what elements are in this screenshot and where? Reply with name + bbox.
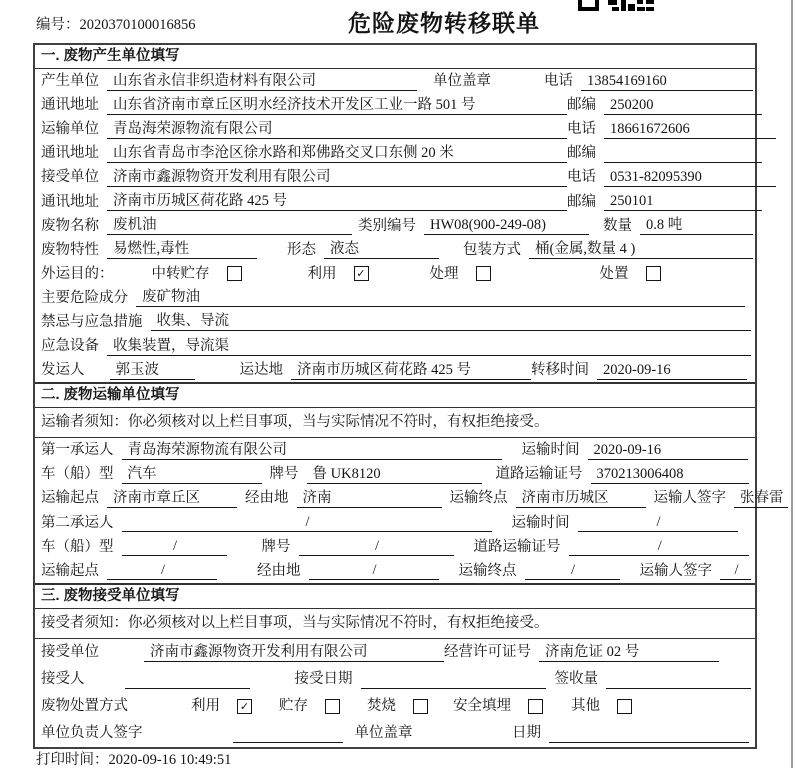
field-plate-number-1-value: 鲁 UK8120: [307, 465, 482, 484]
field-receiver-phone-label: 电话: [567, 169, 596, 186]
section-header-transporter: 二. 废物运输单位填写: [35, 384, 755, 408]
checkbox-unchecked-icon: [528, 699, 543, 714]
form-row: [35, 462, 755, 486]
field-receiver-postcode: [567, 192, 762, 211]
field-license-number: [444, 643, 719, 662]
field-transfer-purpose: [41, 265, 122, 283]
field-consignor-label: 发运人: [41, 362, 85, 379]
field-record-date-label: 日期: [512, 725, 541, 742]
section-note-transporter: 运输者须知：你必须核对以上栏目事项，当与实际情况不符时，有权拒绝接受。: [35, 408, 755, 438]
field-accept-unit: [41, 643, 444, 662]
manifest-form-table: [33, 43, 784, 749]
field-via-1-value: 济南: [297, 489, 442, 508]
field-unit-seal-2: [355, 724, 421, 742]
field-receiver-postcode-value: 250101: [604, 192, 762, 211]
field-waste-name-label: 废物名称: [41, 217, 99, 234]
checkbox-checked-icon: ✓: [354, 266, 369, 281]
field-plate-number-1: [270, 465, 482, 484]
checkbox-unchecked-icon: [325, 699, 340, 714]
form-row: [35, 189, 755, 213]
field-purpose-transit-storage: [152, 265, 308, 283]
field-receiver-phone: [567, 168, 776, 187]
field-waste-category-code-label: 类别编号: [358, 217, 416, 234]
form-row: [35, 93, 755, 117]
field-waste-name: [41, 216, 352, 235]
field-via-2-label: 经由地: [257, 562, 301, 579]
field-terminus-2-label: 运输终点: [458, 562, 517, 579]
field-consignor: [41, 361, 195, 380]
field-terminus-1-value: 济南市历城区: [516, 489, 646, 508]
field-carrier-unit-label: 运输单位: [41, 121, 99, 138]
field-carrier-address-value: 山东省青岛市李沧区徐水路和郑佛路交叉口东侧 20 米: [107, 144, 567, 163]
field-carrier-unit-value: 青岛海荣源物流有限公司: [107, 120, 567, 139]
field-producer-phone-label: 电话: [544, 73, 573, 90]
field-waste-quantity-value: 0.8 吨: [640, 216, 753, 235]
field-waste-quantity: [603, 216, 753, 235]
field-unit-seal-2-label: 单位盖章: [354, 725, 413, 742]
field-transfer-date-label: 转移时间: [531, 362, 589, 379]
checkbox-unchecked-icon: [227, 266, 242, 281]
qr-code-fragment: [578, 0, 654, 11]
section-header-acceptor: 三. 废物接受单位填写: [35, 585, 755, 609]
field-accept-unit-label: 接受单位: [41, 644, 99, 661]
form-row: [35, 310, 755, 334]
field-receipt-amount-label: 签收量: [554, 671, 598, 688]
field-producer-address-value: 山东省济南市章丘区明水经济技术开发区工业一路 501 号: [107, 96, 567, 115]
field-consignor-value: 郭玉波: [110, 361, 195, 380]
field-carrier-phone: [567, 120, 776, 139]
serial-label: 编号：: [36, 17, 80, 33]
field-disposal-landfill: [453, 697, 571, 715]
field-vehicle-type-2-value: /: [122, 537, 227, 556]
field-transfer-date-value: 2020-09-16: [597, 361, 747, 380]
form-row: [35, 693, 755, 720]
field-producer-address: [41, 96, 567, 115]
field-via-1: [245, 489, 442, 508]
field-destination: [240, 361, 532, 380]
field-terminus-2-value: /: [525, 561, 620, 580]
field-receiver-unit: [41, 168, 567, 187]
checkbox-unchecked-icon: [476, 266, 491, 281]
field-waste-category-code: [358, 216, 589, 235]
form-row: [35, 720, 755, 747]
field-vehicle-type-1-label: 车（船）型: [41, 466, 114, 483]
field-transport-time-2-value: /: [578, 513, 738, 532]
form-row: [35, 511, 755, 535]
page-title: 危险废物转移联单: [348, 10, 540, 36]
field-carrier-postcode-value: [604, 144, 762, 163]
field-origin-2: [41, 561, 217, 580]
field-terminus-1: [450, 489, 646, 508]
field-producer-phone-value: 13854169160: [581, 72, 753, 91]
field-carrier-signature-1-value: 张春雷: [734, 489, 788, 508]
form-row: [35, 286, 755, 310]
field-carrier-address: [41, 144, 567, 163]
form-row: [35, 69, 755, 93]
field-producer-postcode-value: 250200: [604, 96, 762, 115]
field-plate-number-2: [262, 537, 454, 556]
field-producer-unit-value: 山东省永信非织造材料有限公司: [107, 72, 417, 91]
field-receiver-unit-label: 接受单位: [41, 169, 99, 186]
field-road-permit-2: [474, 537, 750, 556]
field-main-hazard-component: [41, 288, 745, 307]
form-row: [35, 141, 755, 165]
field-receiver-postcode-label: 邮编: [567, 193, 596, 210]
field-main-hazard-component-label: 主要危险成分: [41, 289, 128, 306]
field-origin-1-value: 济南市章丘区: [107, 489, 237, 508]
print-time: [36, 748, 231, 768]
field-second-carrier-value: /: [122, 513, 492, 532]
field-plate-number-2-value: /: [299, 537, 454, 556]
field-producer-postcode-label: 邮编: [567, 97, 596, 114]
field-precaution-measures: [41, 312, 751, 331]
field-precaution-measures-value: 收集、导流: [151, 312, 752, 331]
field-vehicle-type-1-value: 汽车: [122, 465, 262, 484]
field-transport-time-1: [522, 441, 748, 460]
field-second-carrier: [41, 513, 492, 532]
form-row: [35, 165, 755, 189]
field-plate-number-2-label: 牌号: [261, 538, 291, 555]
field-waste-property: [41, 240, 257, 259]
field-accept-unit-value: 济南市鑫源物资开发利用有限公司: [144, 643, 444, 662]
field-vehicle-type-1: [41, 465, 262, 484]
field-disposal-utilize: [191, 697, 279, 715]
field-vehicle-type-2: [41, 537, 227, 556]
form-row: [35, 358, 755, 382]
form-row: [35, 438, 755, 462]
field-carrier-signature-2-value: /: [720, 561, 751, 580]
field-via-2: [257, 561, 439, 580]
field-receiver-unit-value: 济南市鑫源物资开发利用有限公司: [107, 168, 567, 187]
field-carrier-phone-value: 18661672606: [604, 120, 776, 139]
field-via-2-value: /: [309, 561, 439, 580]
field-receiver-address: [41, 192, 567, 211]
field-terminus-1-label: 运输终点: [449, 490, 508, 507]
field-carrier-signature-1-label: 运输人签字: [653, 490, 726, 507]
field-first-carrier-value: 青岛海荣源物流有限公司: [122, 441, 502, 460]
field-precaution-measures-label: 禁忌与应急措施: [41, 313, 143, 330]
field-disposal-method-label: 废物处置方式: [41, 698, 128, 715]
field-road-permit-2-label: 道路运输证号: [473, 538, 561, 555]
field-origin-1-label: 运输起点: [41, 490, 99, 507]
field-disposal-method: [41, 697, 136, 715]
field-responsible-signature-label: 单位负责人签字: [41, 725, 143, 742]
field-producer-address-label: 通讯地址: [41, 97, 99, 114]
field-terminus-2: [459, 561, 620, 580]
field-packing-method-value: 桶(金属,数量 4 ): [529, 240, 753, 259]
field-origin-1: [41, 489, 237, 508]
field-road-permit-1: [496, 465, 750, 484]
field-license-number-label: 经营许可证号: [444, 644, 531, 661]
form-row: [35, 214, 755, 238]
field-via-1-label: 经由地: [245, 490, 289, 507]
field-main-hazard-component-value: 废矿物油: [136, 288, 745, 307]
field-purpose-treat: [430, 265, 600, 283]
field-responsible-signature: [41, 724, 343, 743]
field-carrier-postcode: [567, 144, 762, 163]
form-row: [35, 238, 755, 262]
field-accept-date-value: [361, 670, 546, 689]
field-transport-time-2-label: 运输时间: [511, 514, 570, 531]
field-acceptor-person-label: 接受人: [41, 671, 85, 688]
field-carrier-address-label: 通讯地址: [41, 145, 99, 162]
field-purpose-dispose: [600, 265, 661, 283]
field-road-permit-1-label: 道路运输证号: [495, 466, 583, 483]
field-destination-value: 济南市历城区荷花路 425 号: [291, 361, 531, 380]
field-receiver-address-value: 济南市历城区荷花路 425 号: [107, 192, 567, 211]
field-plate-number-1-label: 牌号: [269, 466, 299, 483]
field-waste-property-value: 易燃性,毒性: [107, 240, 257, 259]
section-note-acceptor: 接受者须知：你必须核对以上栏目事项，当与实际情况不符时，有权拒绝接受。: [35, 609, 755, 639]
field-carrier-signature-1: [654, 489, 788, 508]
field-disposal-other-label: 其他: [571, 698, 600, 715]
field-purpose-utilize-label: 利用: [307, 265, 337, 282]
field-unit-seal-label: 单位盖章: [433, 73, 491, 90]
field-waste-name-value: 废机油: [107, 216, 352, 235]
field-waste-category-code-value: HW08(900-249-08): [424, 216, 589, 235]
checkbox-unchecked-icon: [413, 699, 428, 714]
form-row: [35, 535, 755, 559]
form-row: [35, 639, 755, 666]
serial-number: [36, 13, 196, 34]
field-disposal-utilize-label: 利用: [191, 698, 220, 715]
field-receipt-amount: [555, 670, 752, 689]
field-purpose-dispose-label: 处置: [599, 265, 629, 282]
field-purpose-treat-label: 处理: [429, 265, 459, 282]
serial-value: 2020370100016856: [79, 17, 196, 33]
field-packing-method-label: 包装方式: [463, 241, 521, 258]
field-waste-form-label: 形态: [287, 241, 316, 258]
field-destination-label: 运达地: [239, 362, 283, 379]
field-receiver-address-label: 通讯地址: [41, 193, 99, 210]
field-unit-seal: [433, 72, 499, 90]
field-accept-date-label: 接受日期: [294, 671, 353, 688]
field-origin-2-value: /: [107, 561, 217, 580]
field-purpose-utilize: [308, 265, 430, 283]
field-waste-form: [287, 240, 439, 259]
field-record-date: [512, 724, 749, 743]
section-producer: [35, 45, 755, 382]
field-carrier-signature-2: [640, 561, 752, 580]
field-transport-time-2: [512, 513, 738, 532]
field-accept-date: [295, 670, 546, 689]
field-carrier-signature-2-label: 运输人签字: [639, 562, 712, 579]
field-license-number-value: 济南危证 02 号: [539, 643, 719, 662]
field-emergency-equipment-label: 应急设备: [41, 338, 99, 355]
field-acceptor-person-value: [125, 670, 250, 689]
field-second-carrier-label: 第二承运人: [41, 514, 114, 531]
print-time-label: 打印时间：: [36, 752, 109, 768]
form-row: [35, 559, 755, 583]
section-header-producer: 一. 废物产生单位填写: [35, 45, 755, 69]
form-row: [35, 666, 755, 693]
field-receiver-phone-value: 0531-82095390: [604, 168, 776, 187]
field-emergency-equipment: [41, 337, 751, 356]
field-producer-unit: [41, 72, 417, 91]
field-acceptor-person: [41, 670, 250, 689]
field-road-permit-2-value: /: [569, 537, 750, 556]
section-acceptor: [35, 583, 755, 747]
field-carrier-postcode-label: 邮编: [567, 145, 596, 162]
field-waste-property-label: 废物特性: [41, 241, 99, 258]
checkbox-unchecked-icon: [646, 266, 661, 281]
field-disposal-incinerate: [367, 697, 453, 715]
field-origin-2-label: 运输起点: [41, 562, 99, 579]
field-carrier-unit: [41, 120, 567, 139]
field-carrier-phone-label: 电话: [567, 121, 596, 138]
section-transporter: [35, 382, 784, 583]
field-disposal-storage-label: 贮存: [279, 698, 308, 715]
checkbox-unchecked-icon: [617, 699, 632, 714]
print-time-value: 2020-09-16 10:49:51: [108, 752, 232, 768]
form-row: [35, 117, 755, 141]
field-waste-quantity-label: 数量: [603, 217, 632, 234]
field-first-carrier-label: 第一承运人: [41, 442, 114, 459]
field-receipt-amount-value: [606, 670, 751, 689]
field-record-date-value: [549, 724, 749, 743]
field-producer-unit-label: 产生单位: [41, 73, 99, 90]
form-row: [35, 334, 755, 358]
field-waste-form-value: 液态: [324, 240, 439, 259]
checkbox-checked-icon: ✓: [237, 699, 252, 714]
field-producer-phone: [544, 72, 753, 91]
field-vehicle-type-2-label: 车（船）型: [41, 538, 114, 555]
field-transport-time-1-value: 2020-09-16: [588, 441, 748, 460]
field-disposal-landfill-label: 安全填埋: [453, 698, 511, 715]
field-packing-method: [463, 240, 753, 259]
field-road-permit-1-value: 370213006408: [591, 465, 750, 484]
field-transport-time-1-label: 运输时间: [521, 442, 580, 459]
field-disposal-storage: [279, 697, 367, 715]
field-producer-postcode: [567, 96, 762, 115]
form-row: [35, 486, 784, 510]
field-transfer-purpose-label: 外运目的：: [41, 265, 114, 282]
field-responsible-signature-value: [233, 724, 343, 743]
page-edge-line: [791, 0, 793, 768]
field-first-carrier: [41, 441, 502, 460]
field-disposal-incinerate-label: 焚烧: [367, 698, 396, 715]
form-row: [35, 262, 755, 286]
field-emergency-equipment-value: 收集装置，导流渠: [107, 337, 751, 356]
field-purpose-transit-storage-label: 中转贮存: [151, 265, 210, 282]
field-transfer-date: [531, 361, 747, 380]
field-disposal-other: [571, 697, 632, 715]
